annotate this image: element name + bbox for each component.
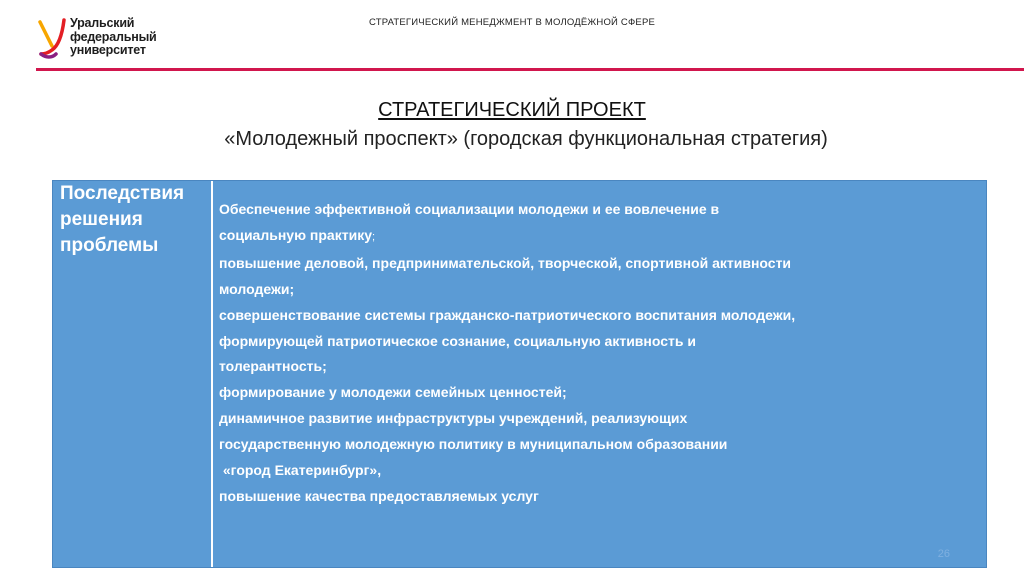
logo-line: федеральный: [70, 29, 157, 44]
left-header-line: проблемы: [60, 235, 159, 256]
text-line-suffix: ;: [371, 230, 376, 243]
logo-line: университет: [70, 43, 146, 57]
consequences-list: [219, 197, 959, 510]
text-line-content: социальную практику: [219, 226, 372, 243]
slide-subtitle: «Молодежный проспект» (городская функциональная стратегия): [224, 128, 828, 150]
column-divider: [211, 181, 213, 567]
logo-line: Уральский: [70, 16, 135, 30]
text-line: повышение деловой, предпринимательской, творческой, спортивной активности: [219, 254, 792, 271]
text-line: толерантность;: [219, 358, 327, 375]
text-line: [219, 223, 959, 251]
text-line: формирующей патриотическое сознание, социальную активность и: [219, 332, 696, 349]
left-header-cell: [60, 181, 210, 259]
text-line: формирование у молодежи семейных ценностей;: [219, 384, 567, 401]
content-table: [52, 180, 987, 568]
left-header-line: Последствия: [60, 183, 185, 204]
slide-title: СТРАТЕГИЧЕСКИЙ ПРОЕКТ: [378, 99, 646, 121]
header-divider: [36, 68, 1024, 71]
text-line: Обеспечение эффективной социализации молодежи и ее вовлечение в: [219, 201, 720, 217]
text-line: «город Екатеринбург»,: [219, 462, 382, 479]
text-line: динамичное развитие инфраструктуры учреждений, реализующих: [219, 410, 688, 427]
left-header-line: решения: [60, 209, 143, 230]
header-title: СТРАТЕГИЧЕСКИЙ МЕНЕДЖМЕНТ В МОЛОДЁЖНОЙ СФЕРЕ: [368, 17, 656, 28]
text-line: повышение качества предоставляемых услуг: [219, 487, 539, 504]
text-line: государственную молодежную политику в муниципальном образовании: [219, 436, 728, 453]
text-line: совершенствование системы гражданско-патриотического воспитания молодежи,: [219, 306, 796, 323]
page-number: 26: [937, 548, 950, 560]
text-line: молодежи;: [219, 280, 295, 297]
